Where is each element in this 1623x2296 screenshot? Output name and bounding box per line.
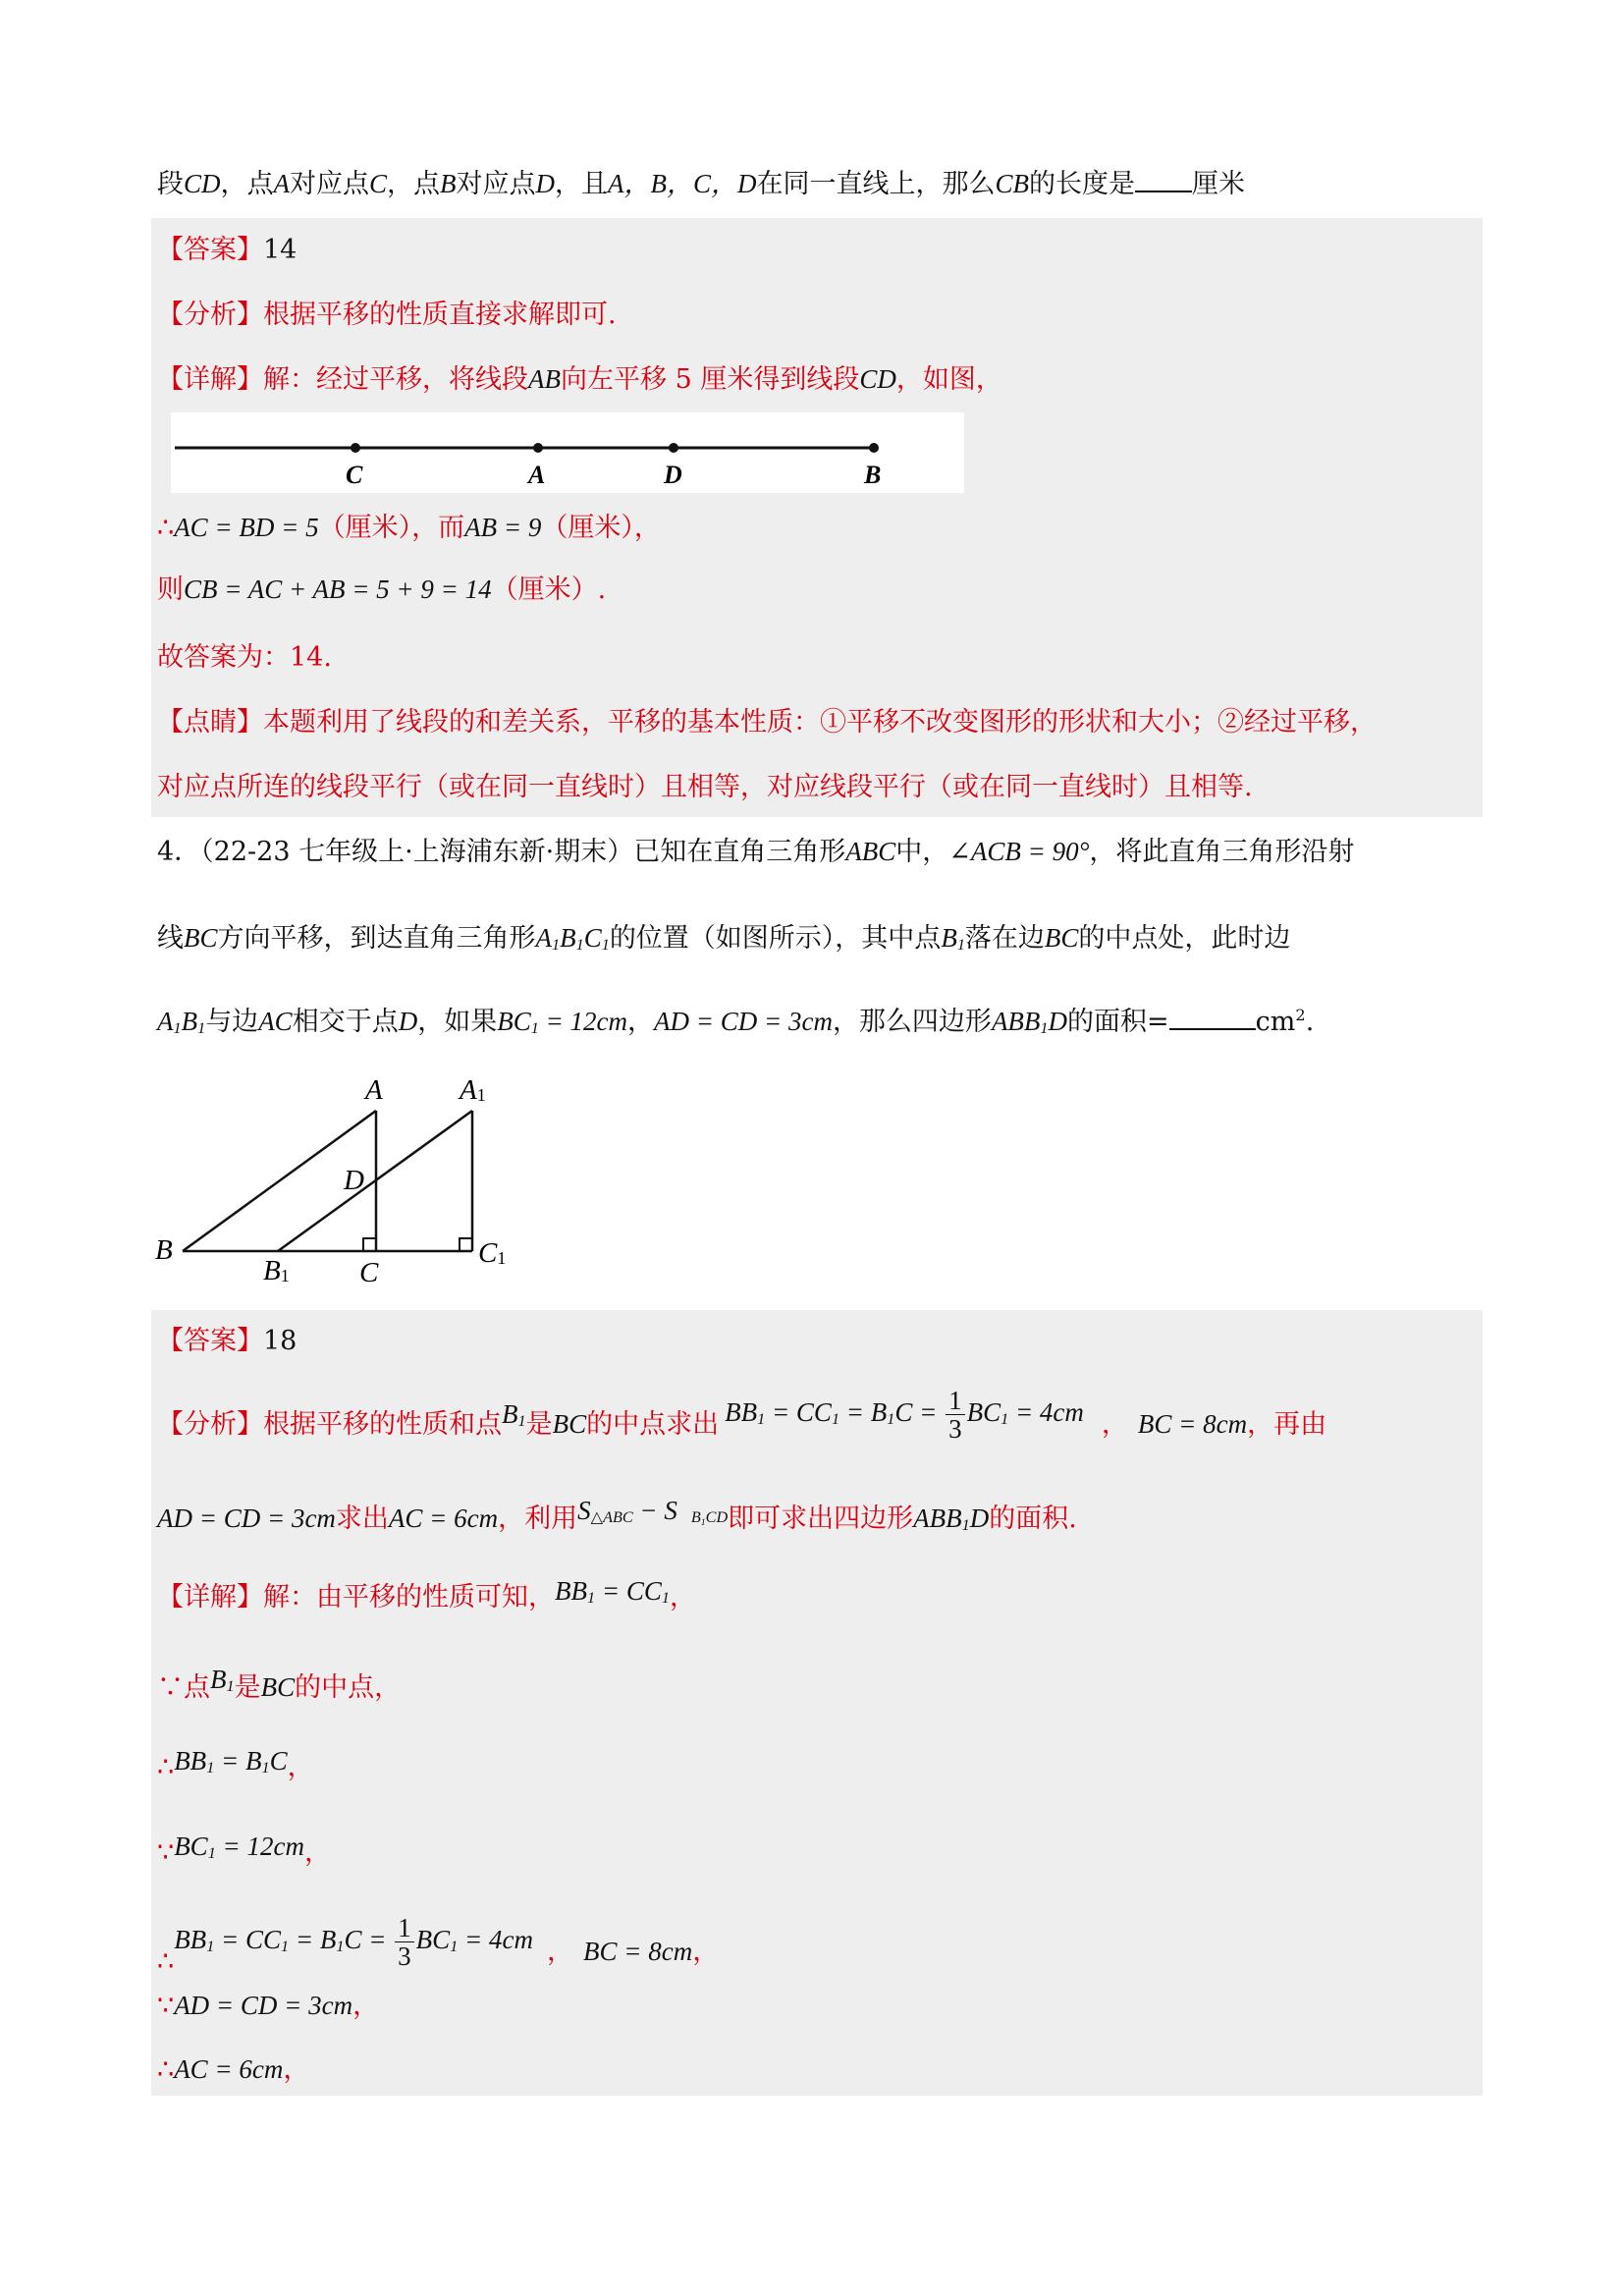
right-angle-mark-c [363, 1238, 376, 1251]
segment-figure [171, 412, 964, 493]
q3-text-line: 段CD，点A对应点C，点B对应点D，且A，B，C，D在同一直线上，那么CB的长度是 厘米 [157, 169, 1246, 199]
q4-analysis-line: 【分析】根据平移的性质和点$B_1$是BC的中点求出 $BB_1 = CC_1 = B_1C$ = $\frac{1}{3}$ $BC_1 = 4cm$ ， BC = 8cm，再由 [157, 1386, 1327, 1445]
q4-analysis-line2: AD = CD = 3cm求出AC = 6cm，利用$S_{\triangle ABC} - S$ $_{B_1CD}$即可求出四边形$ABB_1D$的面积. [157, 1496, 1077, 1534]
q4-step3: $\therefore BB_1 = B_1C$， [157, 1746, 314, 1782]
q4-step4: $\because BC_1 = 12cm$， [157, 1831, 331, 1868]
q3-comment-line1: 【点睛】本题利用了线段的和差关系，平移的基本性质：①平移不改变图形的形状和大小；②经过平移， [157, 707, 1377, 738]
right-angle-mark-c1 [460, 1238, 472, 1251]
math-cd: CD [184, 169, 221, 198]
answer-value: 14 [263, 235, 298, 265]
label-a1: A1 [460, 1074, 486, 1106]
answer-blank [1169, 1005, 1256, 1030]
answer-label: 【答案】 [157, 235, 263, 265]
math-bb1-eq: $BB_1 = CC_1 = B_1C$ = $\frac{1}{3}$ $BC_1 = 4cm$ [725, 1386, 1084, 1445]
q3-answer-line [157, 231, 297, 270]
answer-blank [1135, 167, 1192, 192]
q4-step2: ∵点$B_1$是BC的中点， [157, 1665, 402, 1703]
label-a: A [365, 1074, 383, 1106]
math-a1b1: $A_1B_1$ [157, 1007, 206, 1037]
math-bb1-eq2: $BB_1 = CC_1 = B_1C$ = $\frac{1}{3}$ $BC_1 = 4cm$ [174, 1913, 533, 1972]
label-d: D [664, 461, 682, 489]
q3-conclusion: 故答案为：14. [157, 642, 332, 673]
q4-step7: ∴AC = 6cm， [157, 2054, 310, 2085]
label-b1: B1 [263, 1255, 290, 1286]
q4-line2: 线BC方向平移，到达直角三角形$A_1B_1C_1$的位置（如图所示），其中点$B_1$落在边BC的中点处，此时边 [157, 923, 1291, 954]
math-abb1d: $ABB_1D$ [991, 1007, 1068, 1037]
label-c: C [359, 1257, 379, 1286]
q3-analysis-line: 【分析】根据平移的性质直接求解即可. [157, 300, 617, 330]
q4-line1: 4．（22-23 七年级上·上海浦东新·期末）已知在直角三角形ABC中，∠ACB = 90°，将此直角三角形沿射 [157, 837, 1355, 867]
q3-step1: ∴AC = BD = 5（厘米），而AB = 9（厘米）， [157, 513, 661, 543]
math-s-diff: $S_{\triangle ABC} - S$ $_{B_1CD}$ [577, 1496, 729, 1528]
triangle-figure [147, 1066, 540, 1286]
point-a [533, 443, 543, 453]
q3-step2: 则CB = AC + AB = 5 + 9 = 14（厘米）. [157, 574, 607, 605]
q3-detail-line: 【详解】解：经过平移，将线段AB向左平移 5 厘米得到线段CD，如图， [157, 364, 1002, 395]
q4-line3: $A_1B_1$与边AC相交于点D，如果$BC_1 = 12cm$，AD = CD = 3cm，那么四边形$ABB_1D$的面积= $cm^2$. [157, 1006, 1315, 1037]
label-d: D [344, 1165, 364, 1196]
math-a1b1c1: $A_1B_1C_1$ [535, 923, 610, 954]
point-c [351, 443, 360, 453]
point-b [869, 443, 879, 453]
q4-answer-line: 【答案】18 [157, 1326, 298, 1356]
label-c1: C1 [478, 1237, 507, 1269]
label-b: B [864, 461, 882, 489]
math-b1: $B_1$ [941, 923, 965, 954]
q4-detail-line: 【详解】解：由平移的性质可知，$BB_1 = CC_1$， [157, 1576, 696, 1613]
answer-value: 18 [263, 1326, 298, 1356]
q4-step6: ∵AD = CD = 3cm， [157, 1991, 380, 2021]
q4-step5: $\therefore BB_1 = CC_1 = B_1C$ = $\frac{1}{3}$ $BC_1 = 4cm$ ， BC = 8cm， [157, 1913, 720, 1977]
q3-comment-line2: 对应点所连的线段平行（或在同一直线时）且相等，对应线段平行（或在同一直线时）且相等. [157, 772, 1253, 802]
point-d [669, 443, 678, 453]
label-b: B [155, 1234, 173, 1266]
label-c: C [346, 461, 363, 489]
label-a: A [528, 461, 546, 489]
